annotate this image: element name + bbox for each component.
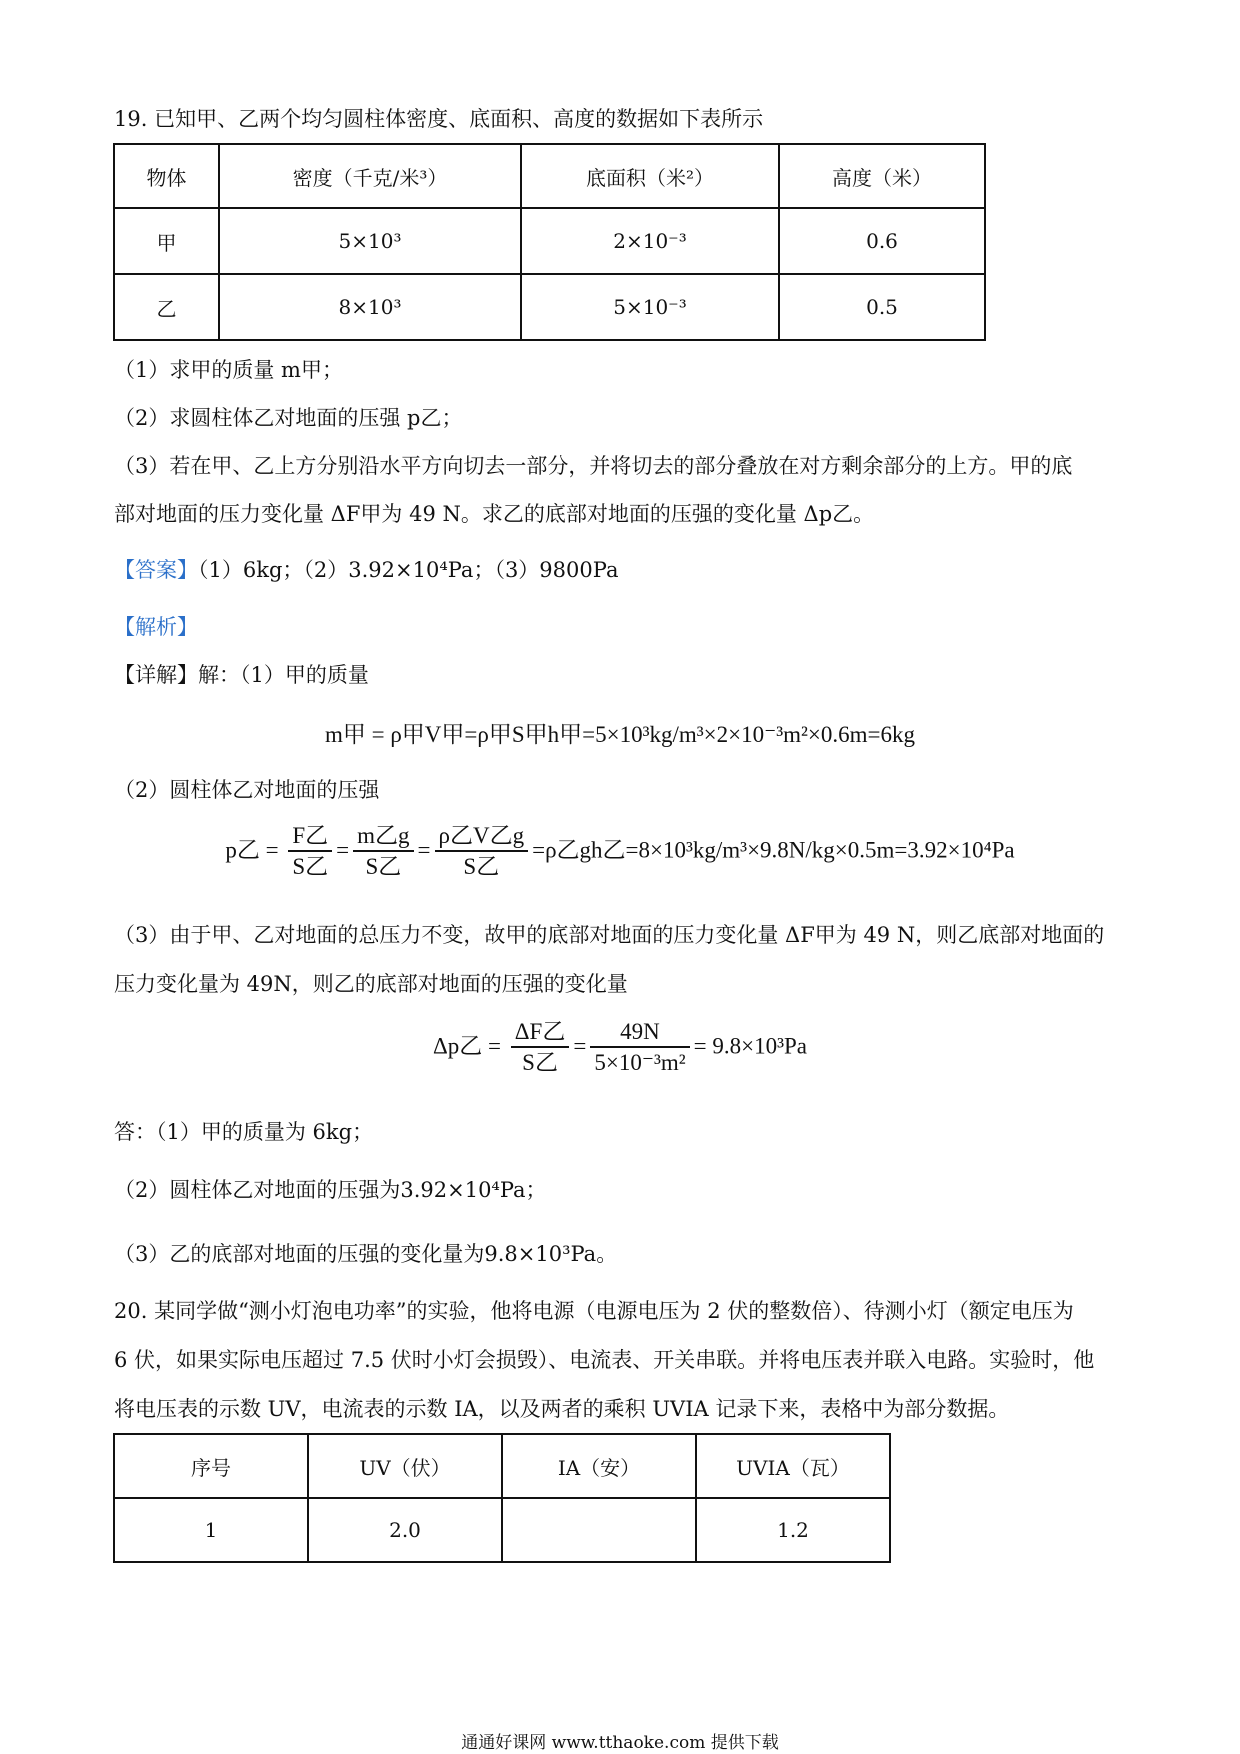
step3-line2: 压力变化量为 49N，则乙的底部对地面的压强的变化量 (114, 972, 628, 996)
numerator: F乙 (288, 822, 332, 852)
table-cell: 1 (114, 1498, 308, 1562)
q20-header-current: IA（安） (502, 1434, 696, 1498)
denominator: S乙 (522, 1050, 558, 1075)
q20-table (113, 1433, 891, 1563)
table-cell: 0.6 (779, 208, 985, 274)
table-cell: 0.5 (779, 274, 985, 340)
detail-line (114, 660, 1134, 690)
numerator: ρ乙V乙g (435, 822, 529, 852)
equation-pressure: p乙 = $\frac{\text{F乙}}{\text{S乙}}$ = $\frac{\text{m乙g}}{\text{S乙}}$ = $\frac{\text{ρ乙V乙g}}{\text{S乙}}$ =ρ乙gh乙=8×10³kg/m³×9.8N/kg×0.5m=3.92×10⁴Pa (0, 822, 1240, 882)
table-cell: 乙 (114, 274, 219, 340)
equation-mass: m甲 = ρ甲V甲=ρ甲S甲h甲=5×10³kg/m³×2×10⁻³m²×0.6m=6kg (324, 722, 916, 747)
q20-header-power: UVIA（瓦） (696, 1434, 890, 1498)
answer-tag: 【答案】 (114, 558, 198, 582)
final-answer-3: （3）乙的底部对地面的压强的变化量为9.8×10³Pa。 (114, 1242, 618, 1266)
table-row (114, 1498, 890, 1562)
q20-stem-line1: 20. 某同学做“测小灯泡电功率”的实验，他将电源（电源电压为 2 伏的整数倍）、待测小灯（额定电压为 (114, 1299, 1074, 1323)
page-footer: 通通好课网 www.tthaoke.com 提供下载 (461, 1733, 779, 1753)
numerator: ΔF乙 (511, 1018, 570, 1048)
step2-text: （2）圆柱体乙对地面的压强 (114, 778, 380, 802)
fraction (435, 822, 529, 882)
numerator: m乙g (353, 822, 413, 852)
table-cell: 1.2 (696, 1498, 890, 1562)
equation-pressure-change: Δp乙 = $\frac{\text{ΔF乙}}{\text{S乙}}$ = $\frac{49N}{\text{5×10⁻³m²}}$ = 9.8×10³Pa (0, 1018, 1240, 1078)
table-cell: 甲 (114, 208, 219, 274)
answer-line (114, 555, 1134, 585)
eq2-rest: =ρ乙gh乙=8×10³kg/m³×9.8N/kg×0.5m=3.92×10⁴Pa (532, 837, 1015, 863)
q20-header-index: 序号 (114, 1434, 308, 1498)
final-answer-2: （2）圆柱体乙对地面的压强为3.92×10⁴Pa； (114, 1178, 547, 1202)
q19-header-area: 底面积（米²） (521, 144, 779, 208)
final-answer-1: 答：（1）甲的质量为 6kg； (114, 1120, 374, 1144)
table-row (114, 274, 985, 340)
fraction (288, 822, 332, 882)
q19-sub3-line1: （3）若在甲、乙上方分别沿水平方向切去一部分，并将切去的部分叠放在对方剩余部分的上方。甲的底 (114, 454, 1073, 478)
eq3-lhs: Δp乙 = (433, 1033, 502, 1059)
denominator: S乙 (365, 854, 402, 879)
numerator: 49N (590, 1018, 689, 1048)
q20-stem-line2: 6 伏，如果实际电压超过 7.5 伏时小灯会损毁）、电流表、开关串联。并将电压表并联入电路。实验时，他 (114, 1348, 1095, 1372)
answer-text: （1）6kg；（2）3.92×10⁴Pa；（3）9800Pa (198, 558, 619, 582)
q19-header-height: 高度（米） (779, 144, 985, 208)
table-row (114, 208, 985, 274)
denominator: S乙 (463, 854, 500, 879)
fraction (511, 1018, 570, 1078)
q19-sub2: （2）求圆柱体乙对地面的压强 p乙； (114, 406, 463, 430)
table-cell: 2.0 (308, 1498, 502, 1562)
denominator: 5×10⁻³m² (594, 1050, 686, 1075)
fraction (590, 1018, 689, 1078)
table-cell: 5×10³ (219, 208, 521, 274)
table-cell: 2×10⁻³ (521, 208, 779, 274)
denominator: S乙 (292, 854, 329, 879)
q20-stem-line3: 将电压表的示数 UV，电流表的示数 IA，以及两者的乘积 UVIA 记录下来，表格中为部分数据。 (114, 1397, 1010, 1421)
q19-header-density: 密度（千克/米³） (219, 144, 521, 208)
eq2-lhs: p乙 = (225, 837, 279, 863)
q19-sub1: （1）求甲的质量 m甲； (114, 358, 343, 382)
q20-header-voltage: UV（伏） (308, 1434, 502, 1498)
eq3-rest: = 9.8×10³Pa (693, 1033, 807, 1059)
detail-intro: 解：（1）甲的质量 (198, 663, 369, 687)
q19-table (113, 143, 986, 341)
table-cell: 5×10⁻³ (521, 274, 779, 340)
table-cell (502, 1498, 696, 1562)
q19-header-object: 物体 (114, 144, 219, 208)
q19-sub3-line2: 部对地面的压力变化量 ΔF甲为 49 N。求乙的底部对地面的压强的变化量 Δp乙。 (114, 502, 875, 526)
table-cell: 8×10³ (219, 274, 521, 340)
detail-tag: 【详解】 (114, 663, 198, 687)
fraction (353, 822, 413, 882)
step3-line1: （3）由于甲、乙对地面的总压力不变，故甲的底部对地面的压力变化量 ΔF甲为 49 N，则乙底部对地面的 (114, 923, 1105, 947)
analysis-tag: 【解析】 (114, 615, 198, 639)
q19-stem: 19. 已知甲、乙两个均匀圆柱体密度、底面积、高度的数据如下表所示 (114, 107, 764, 131)
